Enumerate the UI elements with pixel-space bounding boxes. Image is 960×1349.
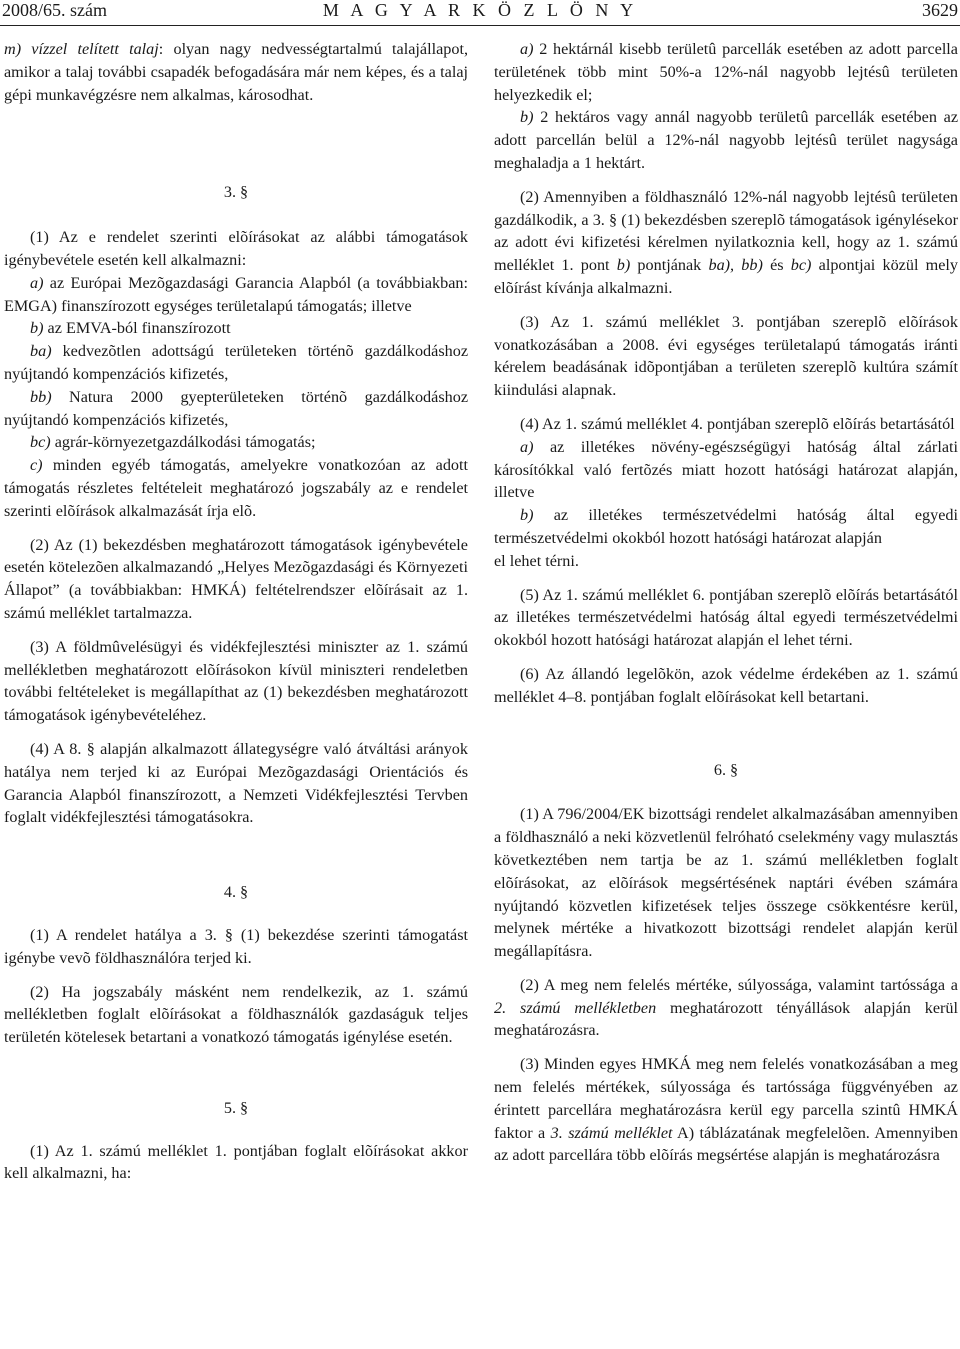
definition-term: m) vízzel telített talaj [4,40,159,58]
header-rule [0,25,960,26]
paragraph: (1) Az e rendelet szerinti elõírásokat az alábbi támogatások igénybevétele esetén kell alkalmazni: [4,228,468,269]
journal-title: M A G Y A R K Ö Z L Ö N Y [322,0,638,20]
page-number: 3629 [922,0,958,20]
right-column [494,38,958,1167]
paragraph: (5) Az 1. számú melléklet 6. pontjában szereplõ elõírás betartásától az illetékes természetvédelmi hatóság által egyedi természetvédelmi okokból hozott hatósági határozat alapján el lehet térni. [494,585,958,650]
paragraph: (3) Az 1. számú melléklet 3. pontjában szereplõ elõírások vonatkozásában a 2008. évi egységes területalapú támogatás iránti kérelem beadásának idõpontjában a területen szereplõ kultúra számít kiindulási alapnak. [494,312,958,400]
definition-m: m) vízzel telített talaj: olyan nagy nedvességtartalmú talajállapot, amikor a talaj további csapadék befogadására már nem képes, és a talaj gépi munkavégzésre nem alkalmas, károsodhat. [4,40,468,104]
list-item: a) az Európai Mezõgazdasági Garancia Alapból (a továbbiakban: EMGA) finanszírozott egységes területalapú támogatás; illetve [4,273,468,315]
list-item: b) az illetékes természetvédelmi hatóság által egyedi természetvédelmi okokból hozott hatósági határozat alapján [494,506,958,547]
list-item: a) 2 hektárnál kisebb területû parcellák esetében az adott parcella területének több mint 50%-a 12%-nál nagyobb lejtésû területen helyezkedik el; [494,40,958,104]
section-heading-5: 5. § [223,1098,249,1117]
paragraph: (1) A 796/2004/EK bizottsági rendelet alkalmazásában amennyiben a földhasználó a neki közvetlenül felróható cselekmény vagy mulasztás következtében nem tartja be az 1. számú mellékletben foglalt elõírásokat, az elõírások megsértésének naptári évében számára nyújtandó közvetlen kifizetések teljes összege csökkentésre kerül, melynek mértéke a hivatkozott bizottsági rendelet alapján kerül megállapításra. [494,805,958,961]
section-heading-6: 6. § [713,760,739,779]
list-item: ba) kedvezõtlen adottságú területeken történõ gazdálkodáshoz nyújtandó kompenzációs kifizetés, [4,342,468,383]
paragraph: (2) Ha jogszabály másként nem rendelkezik, az 1. számú mellékletben foglalt elõírásokat a földhasználók gazdaságuk teljes területén kötelesek betartani a vonatkozó támogatás igénylése esetén. [4,982,468,1047]
section-heading-3: 3. § [223,183,249,202]
list-item: b) az EMVA-ból finanszírozott [30,319,231,338]
paragraph: (2) Az (1) bekezdésben meghatározott támogatások igénybevétele esetén kötelezõen alkalmazandó „Helyes Mezõgazdasági és Környezeti Állapot” (a továbbiakban: HMKÁ) feltételrendszer elõírásait az 1. számú melléklet tartalmazza. [4,535,468,622]
paragraph: (6) Az állandó legelõkön, azok védelme érdekében az 1. számú melléklet 4–8. pontjában foglalt elõírásokat kell betartani. [494,664,958,706]
list-item: c) minden egyéb támogatás, amelyekre vonatkozóan az adott támogatás részletes feltételeit meghatározó jogszabály az e rendelet szerinti elõírások alkalmazását írja elõ. [4,456,468,520]
paragraph: (3) Minden egyes HMKÁ meg nem felelés vonatkozásában a meg nem felelés mértékek, súlyossága és tartóssága függvényében az érintett parcellára meghatározásra kerül egy parcella szintû HMKÁ faktor a 3. számú melléklet A) táblázatának megfelelõen. Amennyiben az adott parcellára több elõírás megsértése alapján is meghatározásra [494,1055,958,1165]
paragraph: (1) A rendelet hatálya a 3. § (1) bekezdése szerinti támogatást igénybe vevõ földhasználóra terjed ki. [4,925,468,967]
paragraph: (2) Amennyiben a földhasználó 12%-nál nagyobb lejtésû területen gazdálkodik, a 3. § (1) bekezdésben szereplõ támogatások igénylésekor az adott évi kifizetési kérelmen nyilatkoznia kell, hogy az 1. számú melléklet 1. pont b) pontjának ba), bb) és bc) alpontjai közül mely elõírást kívánja alkalmazni. [494,187,959,297]
paragraph: (1) Az 1. számú melléklet 1. pontjában foglalt elõírásokat akkor kell alkalmazni, ha: [4,1141,468,1183]
section-heading-4: 4. § [223,883,249,902]
paragraph: (2) A meg nem felelés mértéke, súlyossága, valamint tartóssága a 2. számú mellékletben meghatározott tényállások alapján kerül meghatározásra. [494,975,958,1040]
paragraph: (4) Az 1. számú melléklet 4. pontjában szereplõ elõírás betartásától [520,414,955,433]
paragraph: (4) A 8. § alapján alkalmazott állategységre való átváltási arányok hatálya nem terjed ki az Európai Mezõgazdasági Orientációs és Garancia Alapból finanszírozott, a Nemzeti Vidékfejlesztési Tervben foglalt vidékfejlesztési támogatásokra. [4,739,468,827]
list-item: bb) Natura 2000 gyepterületeken történõ gazdálkodáshoz nyújtandó kompenzációs kifizetés, [4,387,468,429]
page-header [0,0,960,22]
issue-number: 2008/65. szám [2,0,107,20]
paragraph: (3) A földmûvelésügyi és vidékfejlesztési miniszter az 1. számú mellékletben meghatározott elõírásokon kívül miniszteri rendeletben további feltételeket is megállapíthat az (1) bekezdésben meghatározott támogatások igénybevételéhez. [4,637,468,725]
list-item: a) az illetékes növény-egészségügyi hatóság által zárlati károsítókkal való fertõzés miatt hozott hatósági határozat alapján, illetve [494,437,958,502]
list-item: bc) agrár-környezetgazdálkodási támogatás; [30,433,316,452]
left-column [4,38,468,1185]
list-item: b) 2 hektáros vagy annál nagyobb területû parcellák esetében az adott parcellán belül a 12%-nál nagyobb lejtésû terület nagysága meghaladja a 1 hektárt. [494,108,958,172]
paragraph: el lehet térni. [494,551,579,570]
